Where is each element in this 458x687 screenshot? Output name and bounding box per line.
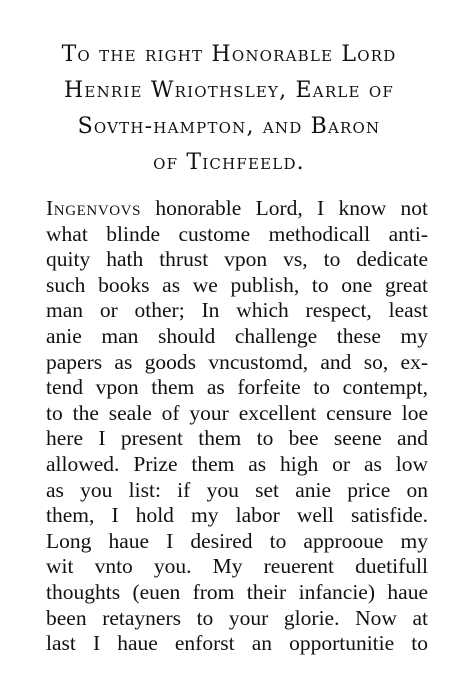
body-line-10: here I present them to bee seene and (46, 426, 428, 451)
body-line-6: anie man should challenge these my (46, 323, 428, 348)
body-line-3: quity hath thrust vpon vs, to dedicate (46, 247, 428, 272)
body-line-16: thoughts (euen from their infancie) haue (46, 579, 428, 604)
body-line-2: what blinde custome methodicall anti- (46, 221, 428, 246)
body-line-8: tend vpon them as forfeite to contempt, (46, 375, 428, 400)
body-line-5: man or other; In which respect, least (46, 298, 428, 323)
body-line-12: as you list: if you set anie price on (46, 477, 428, 502)
body-line-13: them, I hold my labor well satisfide. (46, 503, 428, 528)
dedication-body (46, 196, 428, 657)
heading-line-1: To the right Honorable Lord (61, 42, 397, 67)
heading-line-3: Sovth-hampton, and Baron (77, 114, 381, 139)
heading-line-2: Henrie Wriothsley, Earle of (64, 78, 394, 103)
body-first-word: Ingenvovs (46, 196, 142, 220)
body-line-4: such books as we publish, to one great (46, 272, 428, 297)
body-line-14: Long haue I desired to approoue my (46, 528, 428, 553)
body-line-17: been retayners to your glorie. Now at (46, 605, 428, 630)
body-line-11: allowed. Prize them as high or as low (46, 451, 428, 476)
body-line-7: papers as goods vncustomd, and so, ex- (46, 349, 428, 374)
heading-line-4: of Tichfeeld. (153, 150, 305, 175)
body-line-18: last I haue enforst an opportunitie to (46, 631, 428, 656)
dedication-heading (28, 37, 430, 181)
body-line-15: wit vnto you. My reuerent duetifull (46, 554, 428, 579)
body-line-9: to the seale of your excellent censure loe (46, 400, 428, 425)
body-line-1 (46, 196, 428, 222)
body-line-1-text: honorable Lord, I know not (141, 196, 428, 220)
